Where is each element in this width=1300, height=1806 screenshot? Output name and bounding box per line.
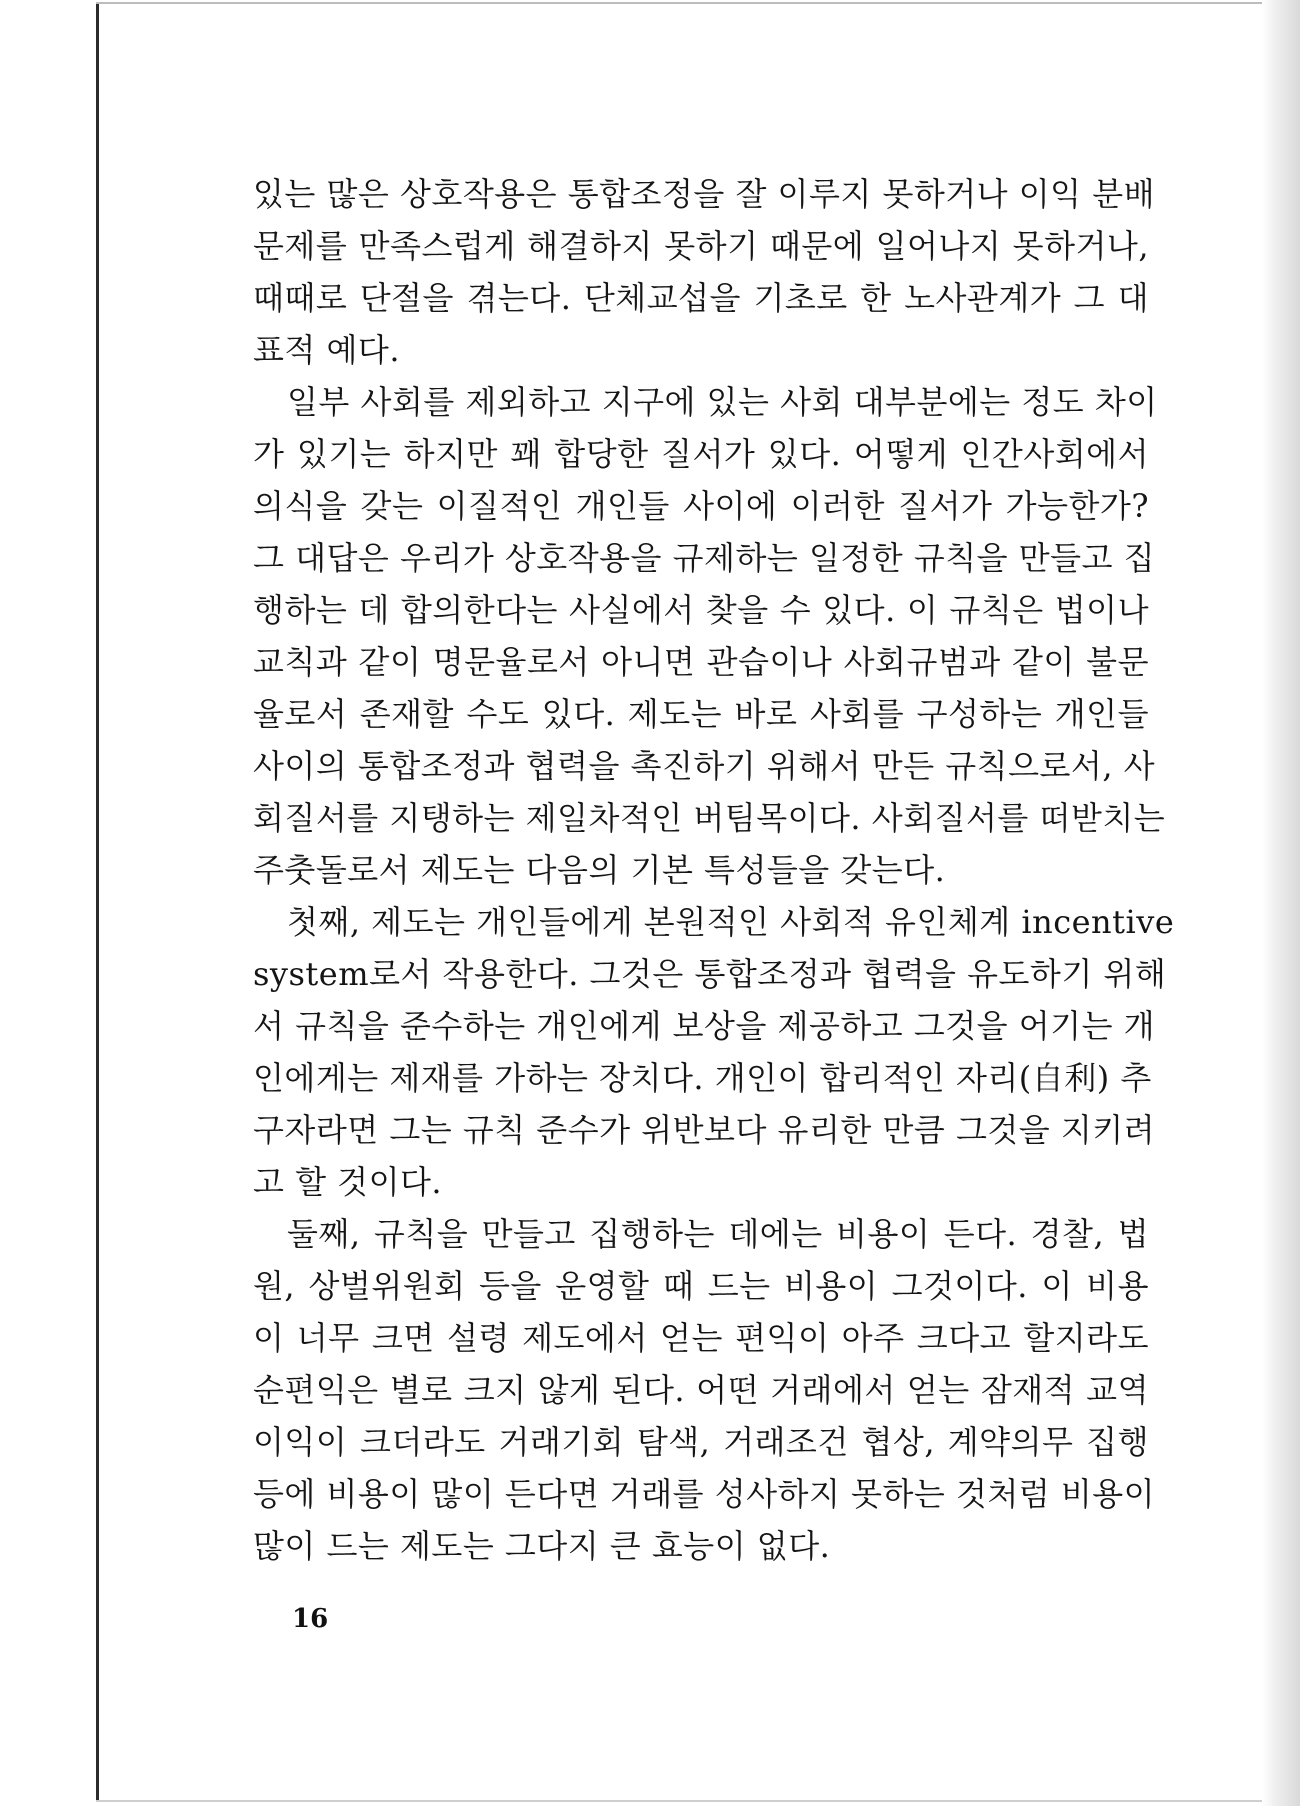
text-line: 표적 예다. xyxy=(253,331,400,369)
text-line: 순편익은 별로 크지 않게 된다. 어떤 거래에서 얻는 잠재적 교역 xyxy=(253,1371,1149,1409)
text-line: 많이 드는 제도는 그다지 큰 효능이 없다. xyxy=(253,1527,831,1565)
text-line: system로서 작용한다. 그것은 통합조정과 협력을 유도하기 위해 xyxy=(253,955,1167,993)
text-line: 이 너무 크면 설령 제도에서 얻는 편익이 아주 크다고 할지라도 xyxy=(253,1319,1149,1357)
text-line: 서 규칙을 준수하는 개인에게 보상을 제공하고 그것을 어기는 개 xyxy=(253,1007,1156,1045)
text-line: 첫째, 제도는 개인들에게 본원적인 사회적 유인체계 incentive xyxy=(287,903,1175,941)
page-number: 16 xyxy=(292,1604,329,1634)
page-left-edge xyxy=(96,4,99,1802)
text-line: 회질서를 지탱하는 제일차적인 버팀목이다. 사회질서를 떠받치는 xyxy=(253,799,1166,837)
text-line: 가 있기는 하지만 꽤 합당한 질서가 있다. 어떻게 인간사회에서 xyxy=(253,435,1149,473)
text-line: 사이의 통합조정과 협력을 촉진하기 위해서 만든 규칙으로서, 사 xyxy=(253,747,1156,785)
text-line: 문제를 만족스럽게 해결하지 못하기 때문에 일어나지 못하거나, xyxy=(253,227,1149,265)
text-line: 원, 상벌위원회 등을 운영할 때 드는 비용이 그것이다. 이 비용 xyxy=(253,1267,1149,1305)
text-line: 그 대답은 우리가 상호작용을 규제하는 일정한 규칙을 만들고 집 xyxy=(253,539,1156,577)
page-top-edge xyxy=(96,2,1271,4)
text-line: 주춧돌로서 제도는 다음의 기본 특성들을 갖는다. xyxy=(253,851,946,889)
text-line: 둘째, 규칙을 만들고 집행하는 데에는 비용이 든다. 경찰, 법 xyxy=(287,1215,1149,1253)
text-line: 이익이 크더라도 거래기회 탐색, 거래조건 협상, 계약의무 집행 xyxy=(253,1423,1149,1461)
text-line: 율로서 존재할 수도 있다. 제도는 바로 사회를 구성하는 개인들 xyxy=(253,695,1149,733)
text-line: 고 할 것이다. xyxy=(253,1163,443,1201)
text-line: 의식을 갖는 이질적인 개인들 사이에 이러한 질서가 가능한가? xyxy=(253,487,1149,525)
text-line: 행하는 데 합의한다는 사실에서 찾을 수 있다. 이 규칙은 법이나 xyxy=(253,591,1149,629)
text-line: 있는 많은 상호작용은 통합조정을 잘 이루지 못하거나 이익 분배 xyxy=(253,175,1156,213)
text-line: 일부 사회를 제외하고 지구에 있는 사회 대부분에는 정도 차이 xyxy=(287,383,1158,421)
page-bottom-edge xyxy=(96,1800,1271,1802)
body-text xyxy=(253,168,1175,1572)
text-line: 교칙과 같이 명문율로서 아니면 관습이나 사회규범과 같이 불문 xyxy=(253,643,1149,681)
text-line: 때때로 단절을 겪는다. 단체교섭을 기초로 한 노사관계가 그 대 xyxy=(253,279,1149,317)
text-line: 구자라면 그는 규칙 준수가 위반보다 유리한 만큼 그것을 지키려 xyxy=(253,1111,1156,1149)
text-line: 인에게는 제재를 가하는 장치다. 개인이 합리적인 자리(自利) 추 xyxy=(253,1059,1152,1097)
binding-shadow xyxy=(1262,0,1300,1806)
text-line: 등에 비용이 많이 든다면 거래를 성사하지 못하는 것처럼 비용이 xyxy=(253,1475,1156,1513)
